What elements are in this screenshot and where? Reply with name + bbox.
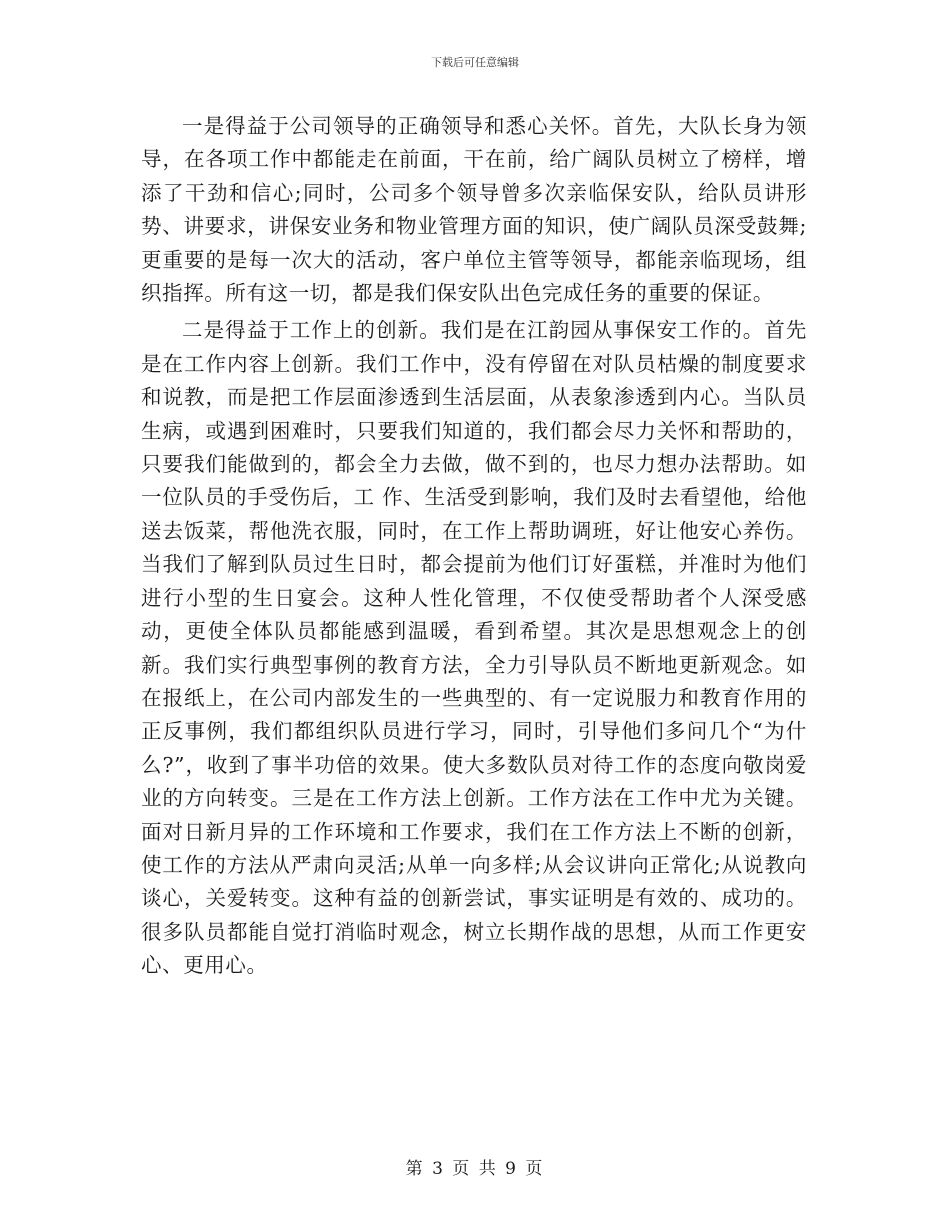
paragraph-innovation: 二是得益于工作上的创新。我们是在江韵园从事保安工作的。首先是在工作内容上创新。我们工作中，没有停留在对队员枯燥的制度要求和说教，而是把工作层面渗透到生活层面，从表象渗透到内心。当队员生病，或遇到困难时，只要我们知道的，我们都会尽力关怀和帮助的，只要我们能做到的，都会全力去做，做不到的，也尽力想办法帮助。如一位队员的手受伤后，工 作、生活受到影响，我们及时去看望他，给他送去饭菜，帮他洗衣服，同时，在工作上帮助调班，好让他安心养伤。当我们了解到队员过生日时，都会提前为他们订好蛋糕，并准时为他们进行小型的生日宴会。这种人性化管理，不仅使受帮助者个人深受感动，更使全体队员都能感到温暖，看到希望。其次是思想观念上的创新。我们实行典型事例的教育方法，全力引导队员不断地更新观念。如在报纸上，在公司内部发生的一些典型的、有一定说服力和教育作用的正反事例，我们都组织队员进行学习，同时，引导他们多问几个“为什么?”，收到了事半功倍的效果。使大多数队员对待工作的态度向敬岗爱业的方向转变。三是在工作方法上创新。工作方法在工作中尤为关键。面对日新月异的工作环境和工作要求，我们在工作方法上不断的创新，使工作的方法从严肃向灵活;从单一向多样;从会议讲向正常化;从说教向谈心，关爱转变。这种有益的创新尝试，事实证明是有效的、成功的。很多队员都能自觉打消临时观念，树立长期作战的思想，从而工作更安心、更用心。 <box>141 318 807 978</box>
paragraph-leadership: 一是得益于公司领导的正确领导和悉心关怀。首先，大队长身为领导，在各项工作中都能走在前面，干在前，给广阔队员树立了榜样，增添了干劲和信心;同时，公司多个领导曾多次亲临保安队，给队员讲形势、讲要求，讲保安业务和物业管理方面的知识，使广阔队员深受鼓舞;更重要的是每一次大的活动，客户单位主管等领导，都能亲临现场，组织指挥。所有这一切，都是我们保安队出色完成任务的重要的保证。 <box>141 114 807 306</box>
document-body <box>141 110 807 987</box>
page-header-note: 下载后可任意编辑 <box>431 56 519 69</box>
page-number: 第 3 页 共 9 页 <box>405 1159 545 1179</box>
